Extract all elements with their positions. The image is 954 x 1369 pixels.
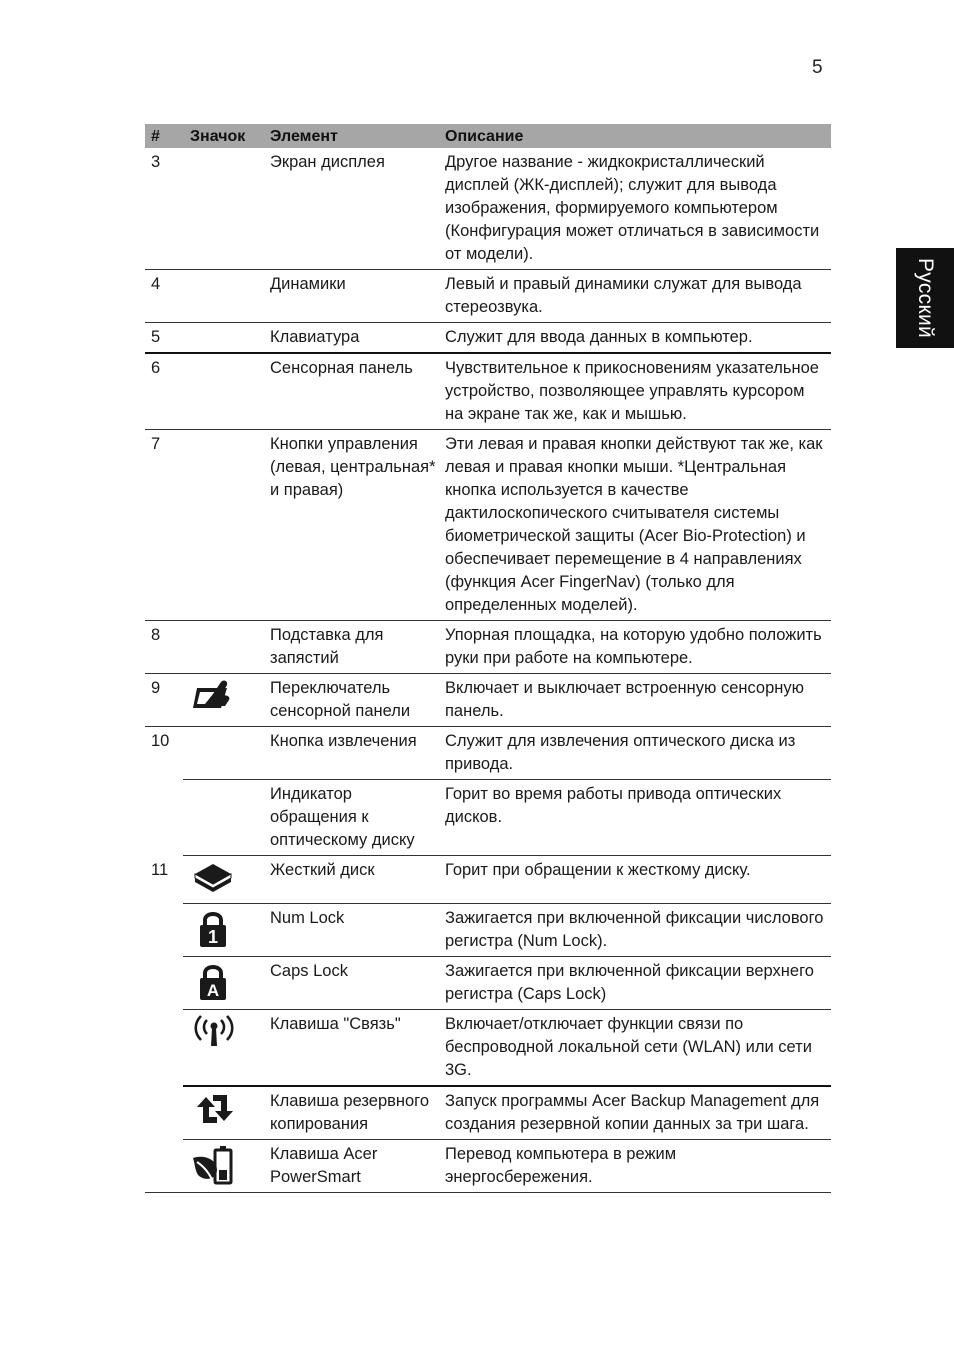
table-row	[145, 957, 831, 1010]
row-element: Клавиша "Связь"	[269, 1010, 444, 1087]
table-row	[145, 856, 831, 904]
row-num: 9	[145, 674, 183, 727]
table-row	[145, 353, 831, 430]
row-icon-cell	[183, 323, 269, 354]
row-icon-cell	[183, 148, 269, 270]
header-icon: Значок	[183, 124, 269, 148]
table-row	[145, 904, 831, 957]
table-row	[145, 780, 831, 856]
row-icon-cell	[183, 1086, 269, 1140]
row-description: Чувствительное к прикосновениям указательное устройство, позволяющее управлять курсором на экране так же, как и мышью.	[444, 353, 831, 430]
row-element: Клавиша резервного копирования	[269, 1086, 444, 1140]
row-element: Сенсорная панель	[269, 353, 444, 430]
table-row	[145, 1010, 831, 1087]
hard-disk-icon	[191, 860, 235, 900]
table-row	[145, 148, 831, 270]
row-num: 7	[145, 430, 183, 621]
touchpad-toggle-icon	[191, 678, 235, 712]
row-element: Клавиатура	[269, 323, 444, 354]
row-description: Горит при обращении к жесткому диску.	[444, 856, 831, 904]
row-description: Горит во время работы привода оптических дисков.	[444, 780, 831, 856]
row-element: Динамики	[269, 270, 444, 323]
row-element: Кнопки управления (левая, центральная* и правая)	[269, 430, 444, 621]
row-description: Перевод компьютера в режим энергосбережения.	[444, 1140, 831, 1193]
powersmart-icon	[191, 1144, 237, 1186]
svg-text:A: A	[206, 981, 220, 1000]
row-icon-cell	[183, 856, 269, 904]
table-row	[145, 621, 831, 674]
table-row	[145, 430, 831, 621]
row-description: Служит для извлечения оптического диска из привода.	[444, 727, 831, 780]
row-num: 4	[145, 270, 183, 323]
table-row	[145, 727, 831, 780]
row-element: Кнопка извлечения	[269, 727, 444, 780]
row-element: Клавиша Acer PowerSmart	[269, 1140, 444, 1193]
row-description: Эти левая и правая кнопки действуют так же, как левая и правая кнопки мыши. *Центральная кнопка используется в качестве дактилоскопического считывателя системы биометрической защиты (Acer Bio-Protection) и обеспечивает перемещение в 4 направлениях (функция Acer FingerNav) (только для определенных моделей).	[444, 430, 831, 621]
row-icon-cell	[183, 727, 269, 780]
row-num: 5	[145, 323, 183, 354]
header-element: Элемент	[269, 124, 444, 148]
row-description: Упорная площадка, на которую удобно положить руки при работе на компьютере.	[444, 621, 831, 674]
table-header-row	[145, 124, 831, 148]
row-description: Служит для ввода данных в компьютер.	[444, 323, 831, 354]
row-description: Другое название - жидкокристаллический дисплей (ЖК-дисплей); служит для вывода изображения, формируемого компьютером (Конфигурация может отличаться в зависимости от модели).	[444, 148, 831, 270]
row-num: 10	[151, 732, 170, 750]
row-icon-cell	[183, 430, 269, 621]
page-number: 5	[812, 57, 823, 78]
row-element: Жесткий диск	[269, 856, 444, 904]
row-element: Переключатель сенсорной панели	[269, 674, 444, 727]
language-tab	[896, 248, 954, 348]
row-element: Подставка для запястий	[269, 621, 444, 674]
caps-lock-icon	[191, 961, 235, 1001]
row-description: Зажигается при включенной фиксации числового регистра (Num Lock).	[444, 904, 831, 957]
row-description: Левый и правый динамики служат для вывода стереозвука.	[444, 270, 831, 323]
row-icon-cell	[183, 353, 269, 430]
backup-icon	[191, 1091, 239, 1127]
row-description: Запуск программы Acer Backup Management для создания резервной копии данных за три шага.	[444, 1086, 831, 1140]
table-row	[145, 1140, 831, 1193]
row-num: 3	[145, 148, 183, 270]
row-description: Зажигается при включенной фиксации верхнего регистра (Caps Lock)	[444, 957, 831, 1010]
row-description: Включает/отключает функции связи по беспроводной локальной сети (WLAN) или сети 3G.	[444, 1010, 831, 1087]
row-element: Индикатор обращения к оптическому диску	[269, 780, 444, 856]
row-num: 11	[145, 856, 183, 1193]
row-icon-cell	[183, 621, 269, 674]
row-icon-cell	[183, 1140, 269, 1193]
row-icon-cell	[183, 674, 269, 727]
svg-text:1: 1	[207, 927, 219, 947]
components-table	[145, 124, 831, 1193]
table-row	[145, 1086, 831, 1140]
row-icon-cell	[183, 270, 269, 323]
row-element: Num Lock	[269, 904, 444, 957]
num-lock-icon	[191, 908, 235, 948]
row-description: Включает и выключает встроенную сенсорную панель.	[444, 674, 831, 727]
table-row	[145, 674, 831, 727]
row-icon-cell	[183, 780, 269, 856]
language-tab-label: Русский	[914, 257, 937, 339]
row-element: Экран дисплея	[269, 148, 444, 270]
table-row	[145, 270, 831, 323]
wireless-icon	[191, 1014, 237, 1050]
row-icon-cell	[183, 957, 269, 1010]
row-num: 6	[145, 353, 183, 430]
row-icon-cell	[183, 904, 269, 957]
header-description: Описание	[444, 124, 831, 148]
table-row	[145, 323, 831, 354]
row-num: 8	[145, 621, 183, 674]
header-num: #	[145, 124, 183, 148]
row-element: Caps Lock	[269, 957, 444, 1010]
row-icon-cell	[183, 1010, 269, 1087]
